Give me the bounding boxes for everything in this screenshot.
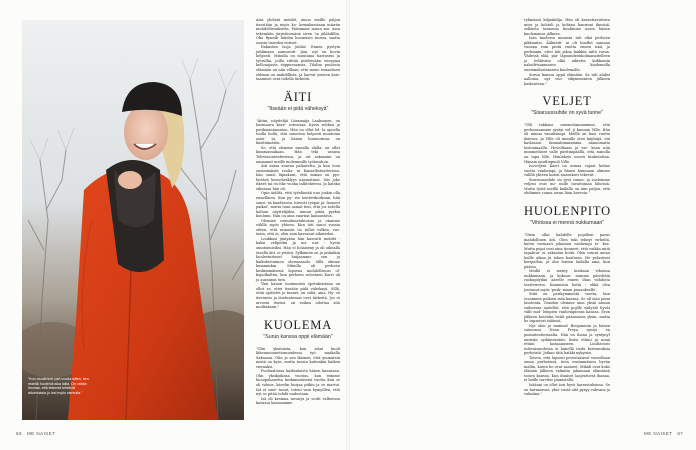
paragraph: Se, että olemme samalla alalla, on ollut kummassakaan. Hän teki uransa Televisionteatterissa, ja eri saksanini on ammanut meille molemmille työtarahon. — [256, 145, 340, 164]
paragraph: Meillä ei menty koskaan vihoissa nukkumaan, ja kokoon- numme päivittäin ruokapöydän äärelle ennen iltan viihdoita teatteriesta. Kannustin heitä - ehkä olen joutunut myös 'pusk- maan penaukselle'. — [524, 269, 610, 292]
paragraph: "Olli rakkaus omenoitamammme, että perheessamme syntyi vel- ji kunnan Ville. Hän oli minua vanulisimpi. Meillä on kusi vuotta ikäeroa, ja Ville oli minulle eteä käyttäjä, etä kavlasam- famnahimmamma nännomatta lastenmaalla. Hoveiltaam ja var- kaan niin mimmeihiset valle päritmipäällä, että minulla on tapa lille. Hänlaheie neovii ktakerattaa. Hänam miutlinpuoli Ville. — [524, 123, 610, 164]
paragraph: Opin äidiltä, että työelämää nuo joskin olla ennellinen. Kun py- rin teatterikorkuun, hän sanoi 'sä kaadneosa, hirveät työpat ja- lnoneet paikat', mutta tomi samat tien, että jos todella haluan näyttelijäksi, minun pitää pyrkiä koulunn. Hän on aina suurnut kannustava. — [256, 191, 340, 219]
section-subhead-kuolema: "Surun kanssa oppii elämään" — [263, 333, 333, 340]
paragraph: Sisaruussuhde on syvä tunne, ja suolemme veljeni ovat mi- nulle tavattoman läheisiä. Mutta työtä meillä kaikilla on niin paljon, että ehdimme conna aivan liian harvoin." — [524, 177, 610, 196]
paragraph: Toivon, että lapseni perustaisivat vuorollaan oman perheensä, teen ensimmäisen hyvän mallin, kuten he ovat saaneet. Mikäli ovat koko elämän jälkeen valmiita jakamaan elämänsä toisen kanssa. Kun ihmiset laajentuvat ihanaa, ei heille tarvitse pinnistellä. — [524, 355, 610, 383]
paragraph: Isän kuolesta minusta tuli eikä perheen pikkuaitsi. Äidinäiti- ni oli kuollut samana vuonna ruin piutä vuotta ennen isää, ja perhinnin, ettei äiti jaksa kaikkia niitä surua. Yhdessä elää, päi- läpoundeenkolmanaitelleen ja tehtäväni olkä aiktetta kukkomin nahsilrtsanmasen kuolemalla enemmälastomasta kuolemalla. — [524, 36, 610, 73]
spread-gutter — [346, 0, 350, 450]
section-heading-aiti: ÄITI — [283, 89, 313, 104]
paragraph: Isäänni on ollut tosi hyvä harrastuksissa. Se on harmaavaa, yksi- isistä sitä pysyy vahvana ja valmiina." — [524, 383, 610, 397]
right-page-number: 67 — [677, 431, 684, 436]
paragraph: Nyt olen jo mummi! Benjaminin ja hänen vaimonsa Nean Freya syntyi en pusiinteatteriaalta. Hän on ihana ja syntynyt aurinko sydämessään: lisäsi ettäni ja minä ettäni lastaamiseen. Luultavasti tulevaisuudessa ei hänellä tiedä kertomuksia perheistä. Jatkan tätä kaikki nykyisin. — [524, 323, 610, 356]
section-heading-huolenpito: HUOLENPITO — [524, 203, 611, 218]
section-subhead-veljet: "Sisaruussuhde on syvä tunne" — [531, 110, 603, 117]
paragraph: "Olem ollut kahdelle pojalleni paras mahdollinen äiti. Olen toki tehnyt virheitä, kuten varmasti jokainen vanhempi te- kee. Mutta pojat ovat aina tienneet, että vaikka mitä tapahtui- si, rakastan heitä. Olen voinut antaa heille aikaa ja tukea koulussa. He pelastivat koripallon, ja olin leirien laidalla aina, kun pääsin. — [524, 232, 610, 269]
section-heading-kuolema: KUOLEMA — [263, 317, 333, 332]
portrait-illustration — [22, 20, 244, 420]
paragraph: "Olin yksitoista, kun isäni kuoli liikenneonnettomuudessa työ- matkalla Saksassa. Olin jo sen ikäinen, että ymmärsin mistä on kyse, mutta tunsin kuitenkin kaiken vieraaksi. — [256, 346, 340, 369]
right-page — [348, 0, 696, 450]
text-column-1 — [256, 18, 340, 406]
right-folio — [644, 431, 683, 436]
paragraph: ryhmässä kiljuakilija. Hän oli kasvattavuttava mies ja kohteli ja kohtasi kaurinni ihmisiä, sellaista taimassa kuulimme usein hänen kuolemansa jälkeen. — [524, 18, 610, 36]
left-magazine-name: ME NAISET — [26, 431, 56, 436]
paragraph: Yksi hänen tuoimmista opetuksistaan on ollut se, ettei itseään pidä väheksyä. Sillä, ettäi ajattelet ja tunnet, on väliä, aina. Hy- vä itsetunto ja itsetuntemus ovat tärkeitä. Jos et arvosta itseäsi, on vaikea odottaa sitä muiltakaan." — [256, 282, 340, 310]
paragraph: "Äitini, näyttelijä Liisamaija Laaksonen, on harmaava kave- roteoriaa, hyvin rohkea ja periksiantamaton. Hän on ollut lol- la apoella tuolla hullu, että innostuu helposti muotoina asioi- ta, ja hänen huumorinsa on käsittämätön. — [256, 118, 340, 146]
right-magazine-name: ME NAISET — [644, 431, 673, 436]
left-page-number: 66 — [16, 431, 22, 436]
paragraph: Olemme voimakasrtahtoisia ja otamme välillä myös yhteen. Kun äiti sanoi vuosia sitten, että minusta on tullut valkea, vas- tasin, että ei, olen vain kasvanut aikuiseksi. — [256, 218, 340, 237]
paragraph: Surun kanssa oppii elämään. Se tuli aluksi aalloina, nyt vuo- sikymmenten jälkeen haikeutena." — [524, 72, 610, 86]
paragraph: Isoveljeni Karri on minua vajaat kolme vuotta vanhempi, ja hänen kanssaan olimme välillä yhteen kuten sisarukset tekevät. — [524, 164, 610, 178]
paragraph: Äiti antaa suuvaa palautetta, ja kun teen ensimmäistä roolia- ni Kansallisteatterissa, hän sanoi läpiakaut, että minun on pys- hirtävä keroeherklyys naamattaut. Siis joko itkeet tai en itke vuoka tallitekeessi. Ja katsku oikeassa hän oli. — [256, 164, 340, 191]
paragraph: Siitä on parikymmentä vuotta, kun erosimme poikien isän kanssa. Se oli isän pieni lasolenta. Onnekis olemme aina yksiä saman vaiheessa ajatellut, että pojille säilyvät hyvät välit mol- lempien vanhempiensa kanssa. Eron jälkeen kasvatin heitä pääasiassa yksin, mutta he tapasivat isäänsä. — [524, 292, 610, 324]
section-subhead-huolenpito: "Vihoissa ei mennä nukkumaan" — [529, 219, 605, 226]
portrait-photo — [22, 20, 244, 420]
paragraph: Rakastan isoja juhlia! Ennen pystyin juhlimaan aamuseiti- jäin, nyt en kovin helposti. Minulla on muutama harrastus ja työrullia, joilla riittää pitelemään energiaa kellonajasta viippuvaansta. Tilalim puolesta elämään on niin villaan, että meno tosiaalisen eläman on mahdillista, ja harvat yeisten kois- taamiset ovat todella tärkeitä. — [256, 45, 340, 82]
paragraph: Isä oli kesinna tavoirja ja voitti valheessa kavassa kanssamme — [256, 396, 340, 406]
paragraph: Aira yhdistä meidät, ainoa meille paljon itsestään ja myös ko- kemuksestaan miärän muhdollisuuksista. Pääsimme muun mu- assa tekemään järjistönssänä siven 'ta jälähdillin. Olin Rynnik- käiden huoneisto tuossa, mutta osasin tuoreksi entiset. — [256, 18, 340, 45]
photo-caption: "Kun muutimme pari vuotta sitten, ben mariltä huolehdi aika lailla. On vähän iironiaa, että tekemiä tehtäviä aitoimuksia jo tosi myös siemulla." — [28, 377, 89, 395]
section-heading-veljet: VELJET — [542, 94, 592, 109]
paragraph: Loukkasi jäätyään hän kasvatti meidät - kaksi velipelini ja mi- nut - hyvin omatoimisiksi. Hän ei holaiseny ja oli oikealla tavalla äiti, ei ystävä. Sylkäinen on ja joskaikin huolestuttavat huijaamme sen ja kaikuluotaimen olemassaolo. Sillä olmme kumminkin. Minulla oli perheen keskimmäisenä lapsena muhdollisuus ol- kopolkaltiin, kun perheen selostaen Karri oli jo aurannut tien. — [256, 236, 341, 282]
paragraph: Puoliaaleissa kaikenlaista hänen kanssaan. Olin yksikoikeaa vuotias, kun teimme huoopahanetta keskimmäisenä vuotta Kun se oli valmis, kävelin hurjaa pitkin ja se murtui. Isä ei suut- tunut, toteni vain hymyillen, että nyt se pitää tehdä uudestaan. — [256, 369, 340, 397]
section-subhead-aiti: "Itseään ei pidä väheksyä" — [267, 105, 329, 112]
text-column-2 — [524, 18, 610, 397]
left-folio — [16, 431, 55, 436]
